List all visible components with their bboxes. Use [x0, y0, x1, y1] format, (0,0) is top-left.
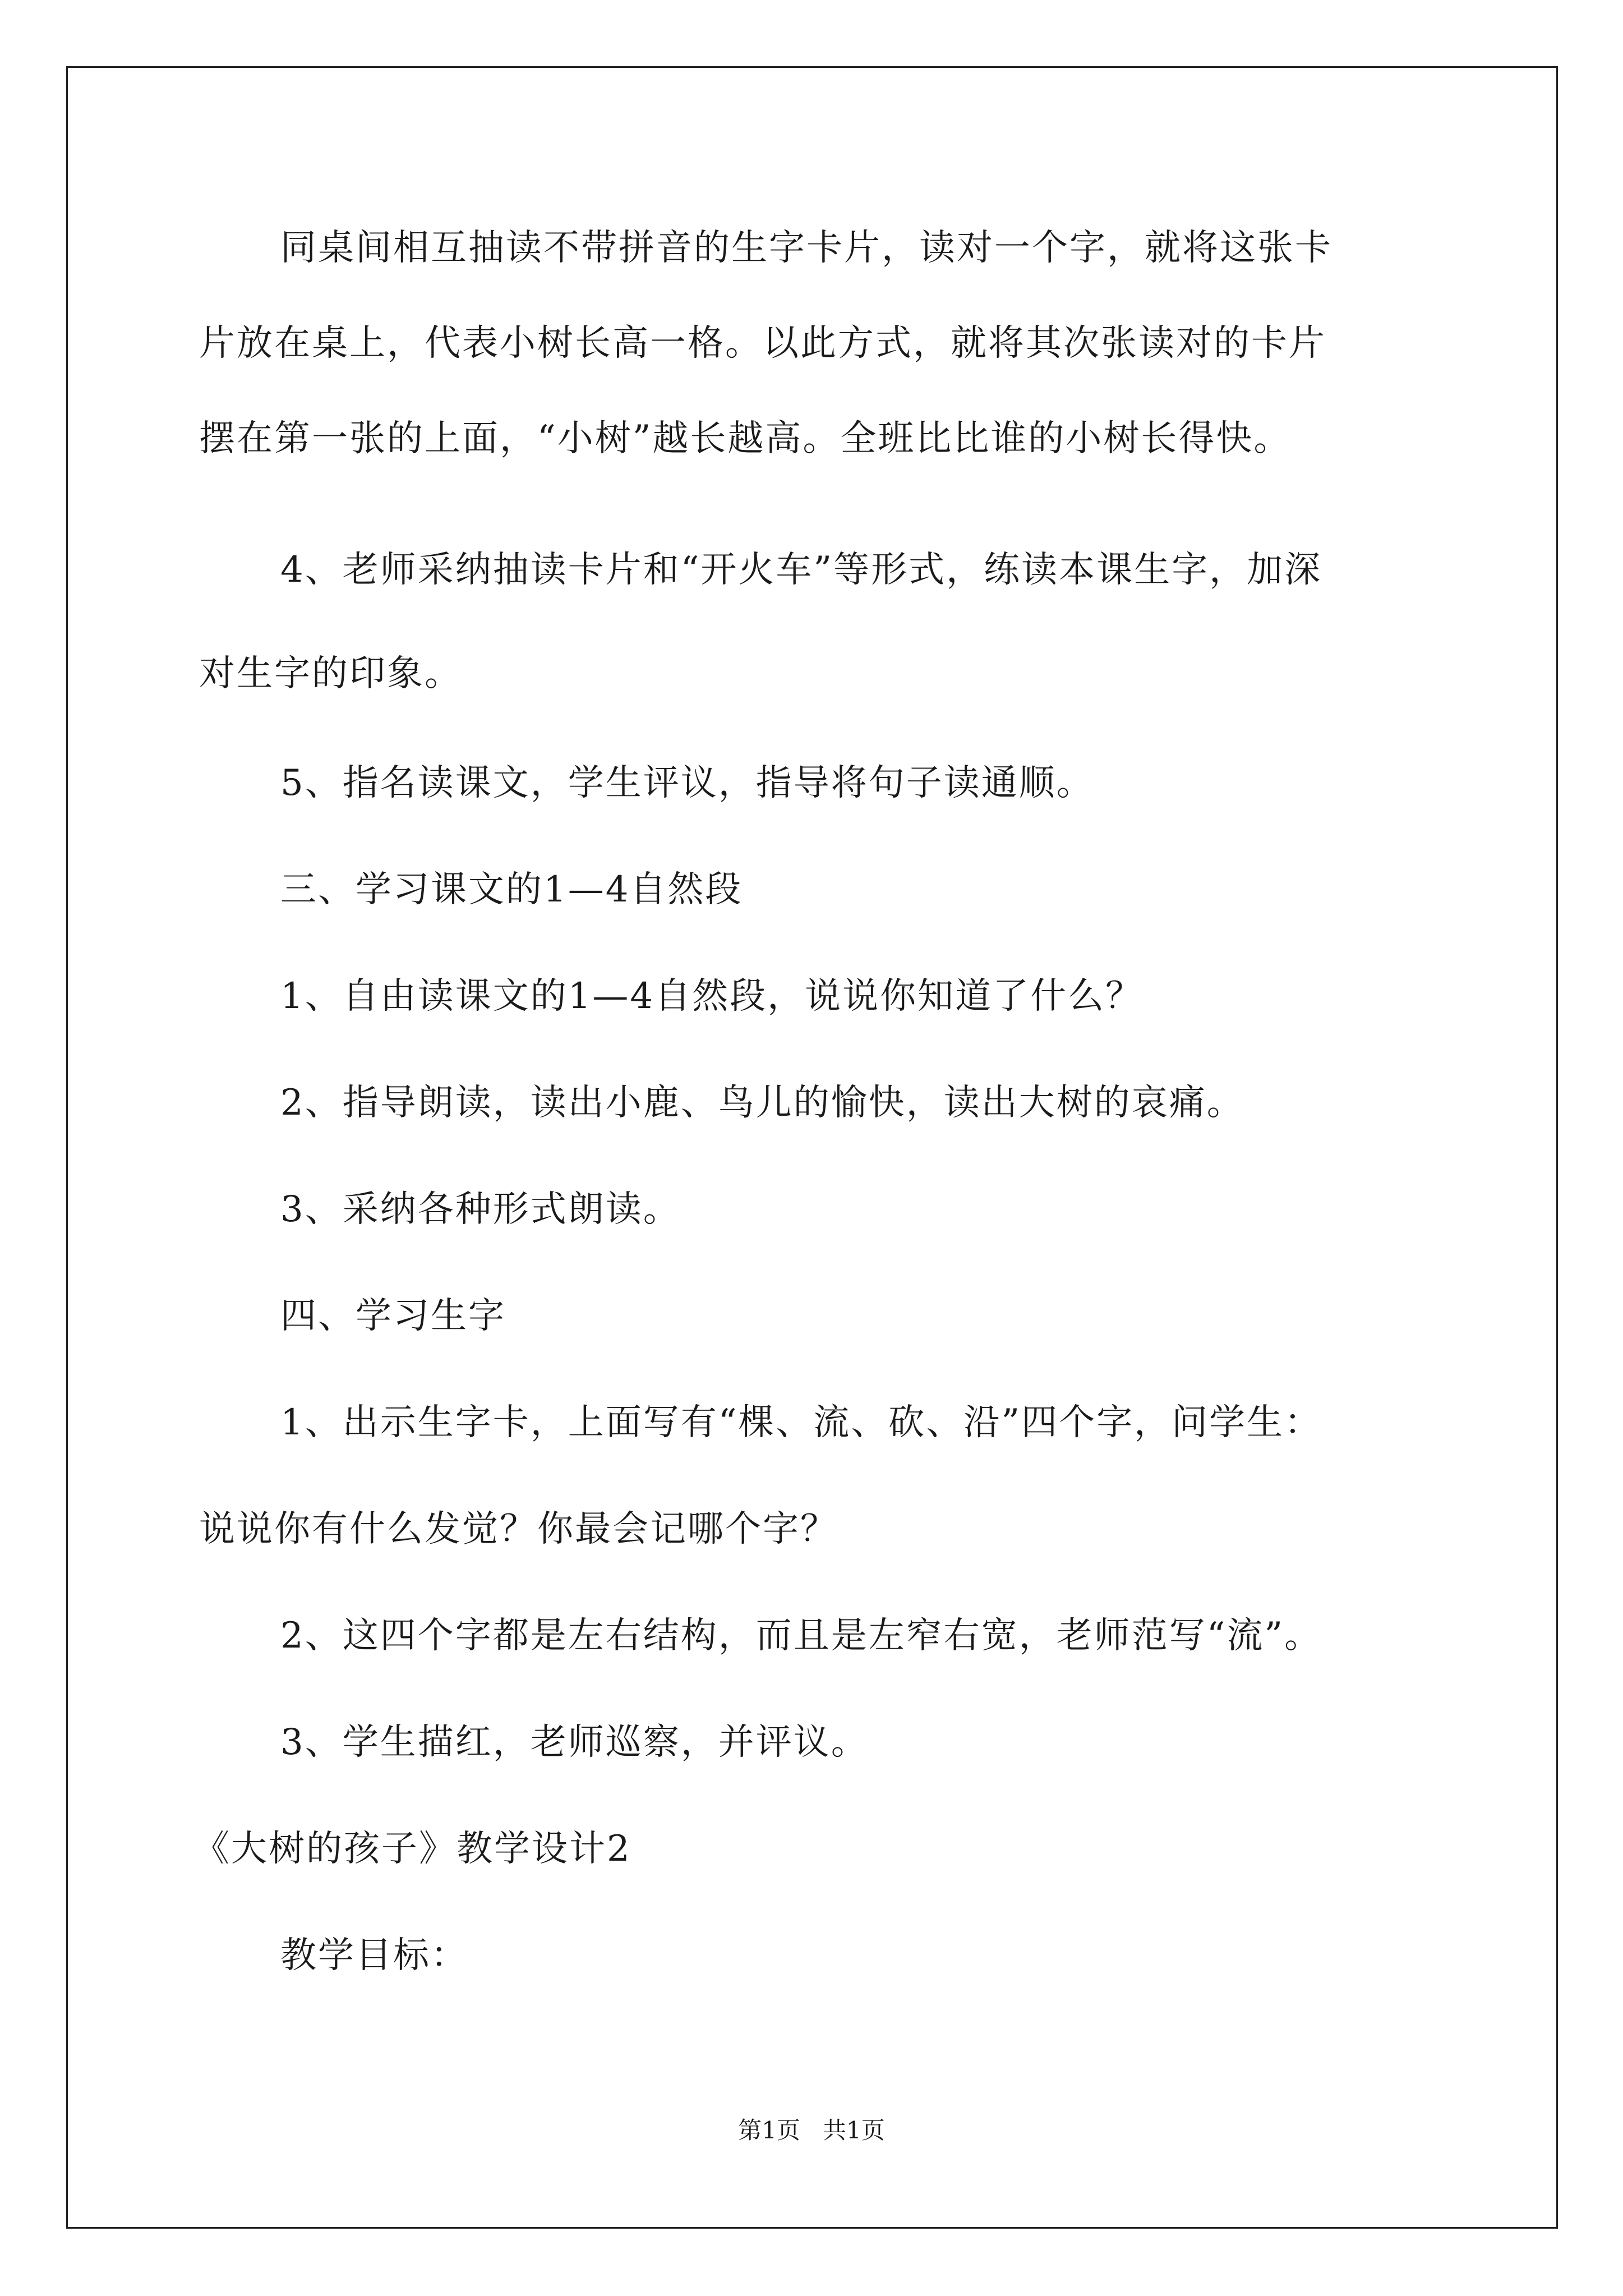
paragraph-line: 2、指导朗读，读出小鹿、鸟儿的愉快，读出大树的哀痛。 [280, 1082, 1244, 1124]
paragraph-line: 片放在桌上，代表小树长高一格。以此方式，就将其次张读对的卡片 [199, 323, 1326, 364]
paragraph-line: 5、指名读课文，学生评议，指导将句子读通顺。 [280, 762, 1094, 804]
section-heading: 三、学习课文的1—4自然段 [280, 869, 743, 910]
page-footer: 第1页 共1页 [738, 2116, 885, 2144]
paragraph-line: 1、出示生字卡，上面写有“棵、流、砍、沿”四个字，问学生： [280, 1402, 1322, 1443]
paragraph-line: 同桌间相互抽读不带拼音的生字卡片，读对一个字，就将这张卡 [280, 227, 1332, 269]
paragraph-line: 摆在第一张的上面，“小树”越长越高。全班比比谁的小树长得快。 [199, 418, 1292, 459]
paragraph-line: 4、老师采纳抽读卡片和“开火车”等形式，练读本课生字，加深 [280, 549, 1322, 591]
page-border [66, 66, 1558, 2229]
paragraph-line: 说说你有什么发觉？你最会记哪个字？ [199, 1508, 838, 1550]
paragraph-line: 1、自由读课文的1—4自然段，说说你知道了什么？ [280, 976, 1144, 1017]
paragraph-line: 3、学生描红，老师巡察，并评议。 [280, 1722, 869, 1763]
paragraph-line: 对生字的印象。 [199, 653, 462, 694]
paragraph-line: 2、这四个字都是左右结构，而且是左窄右宽，老师范写“流”。 [280, 1615, 1322, 1657]
paragraph-line: 3、采纳各种形式朗读。 [280, 1189, 681, 1230]
section-heading: 四、学习生字 [280, 1295, 506, 1337]
paragraph-line: 教学目标： [280, 1935, 468, 1976]
document-title: 《大树的孩子》教学设计2 [193, 1828, 631, 1870]
